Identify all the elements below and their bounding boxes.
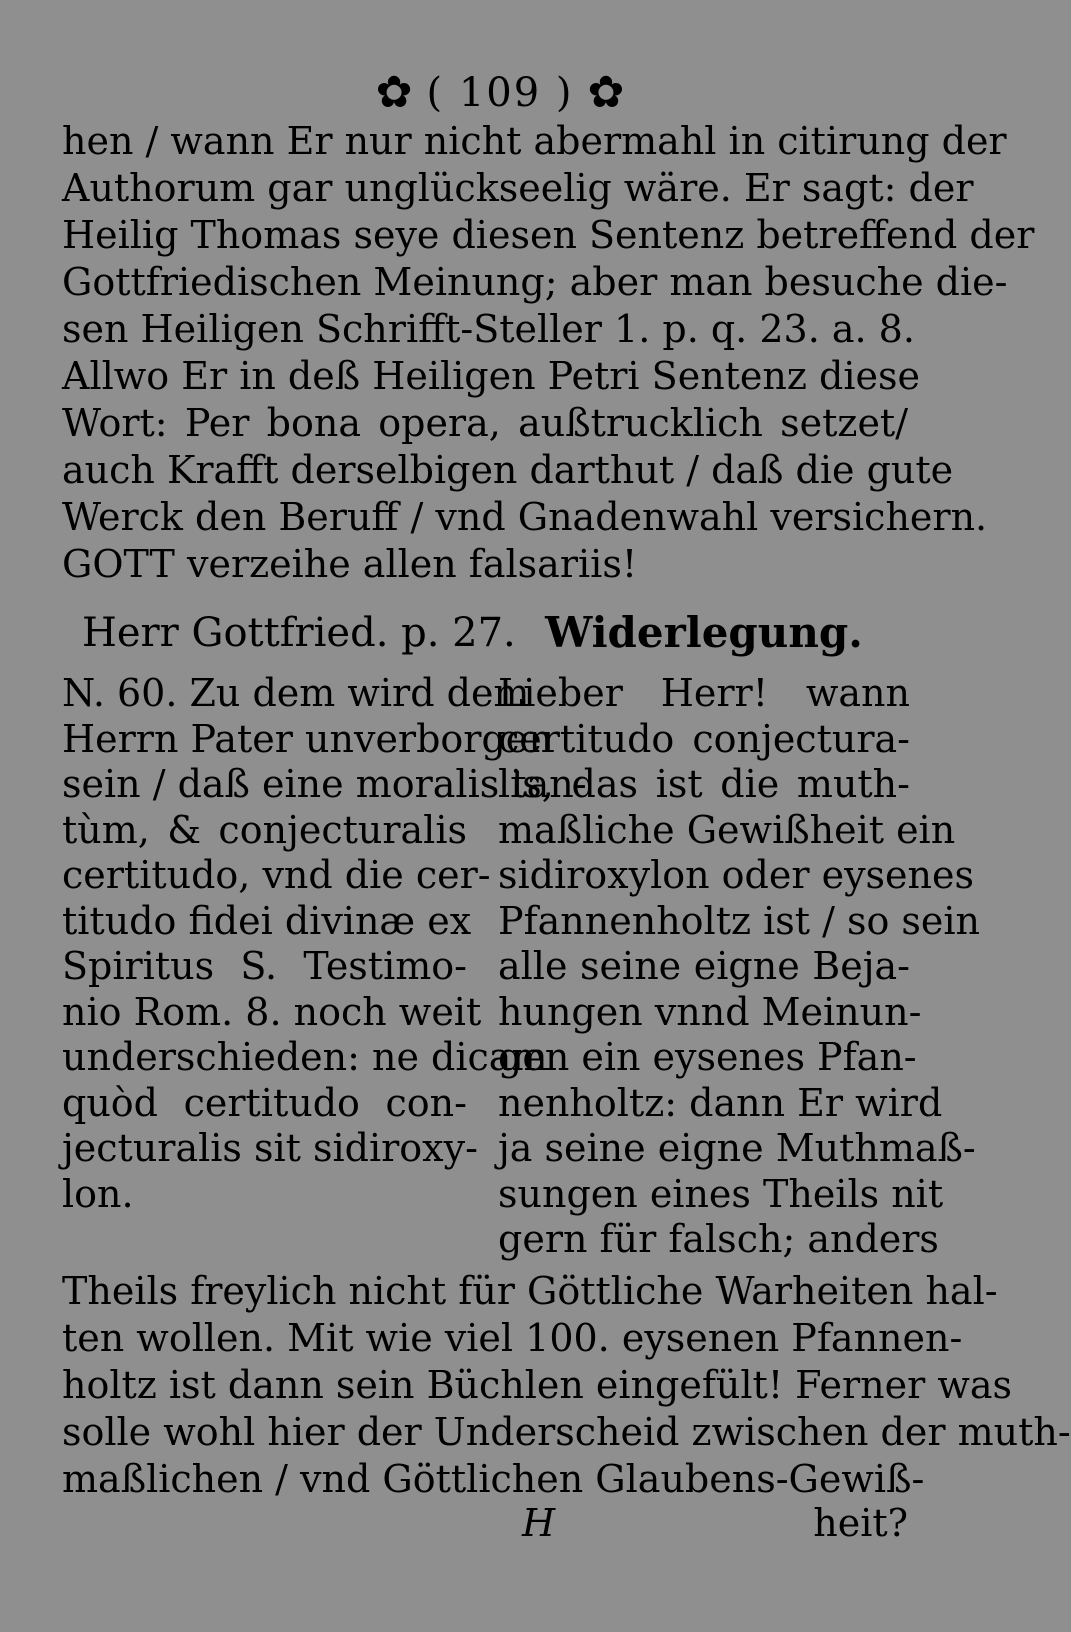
text-line: Herrn Pater unverborgen	[62, 716, 553, 761]
text-line: maßlichen / vnd Göttlichen Glaubens-Gewiß-	[62, 1457, 925, 1501]
text-line: Spiritus S. Testimo-	[62, 944, 467, 988]
left-column-heading: Herr Gottfried. p. 27.	[82, 610, 516, 656]
signature-mark: H	[522, 1501, 556, 1545]
text-line: ten wollen. Mit wie viel 100. eysenen Pfannen-	[62, 1316, 963, 1360]
text-line: gen ein eysenes Pfan-	[498, 1035, 917, 1079]
text-line: hen / wann Er nur nicht abermahl in citirung der	[62, 119, 1007, 163]
text-line: GOTT verzeihe allen falsariis!	[62, 542, 638, 586]
page-number: ( 109 )	[426, 70, 574, 116]
text-line: nenholtz: dann Er wird	[498, 1080, 943, 1125]
text-line: nio Rom. 8. noch weit	[62, 989, 482, 1034]
right-column-heading: Widerlegung.	[545, 608, 863, 657]
text-line: auch Krafft derselbigen darthut / daß die gute	[62, 448, 954, 492]
left-column-quote	[62, 607, 587, 1217]
right-column-rebuttal	[498, 607, 981, 1263]
text-line: sungen eines Theils nit	[498, 1171, 944, 1216]
text-line: lon.	[62, 1171, 134, 1216]
text-line: Authorum gar unglückseelig wäre. Er sagt: der	[62, 166, 974, 210]
text-line: Gottfriedischen Meinung; aber man besuche die-	[62, 260, 1008, 304]
page-footer	[62, 1498, 908, 1548]
text-line: tùm, & conjecturalis	[62, 807, 467, 852]
text-line: solle wohl hier der Underscheid zwischen der muth-	[62, 1410, 1071, 1454]
text-line: holtz ist dann sein Büchlen eingefült! Ferner was	[62, 1363, 1012, 1407]
text-line: certitudo conjectura-	[498, 716, 910, 761]
text-line: alle seine eigne Beja-	[498, 944, 910, 988]
text-line: lis, das ist die muth-	[498, 762, 910, 806]
text-line: Werck den Beruff / vnd Gnadenwahl versichern.	[62, 495, 988, 539]
text-line: Pfannenholtz ist / so sein	[498, 898, 981, 943]
page-header	[0, 62, 1000, 121]
text-line: sein / daß eine moralis tan-	[62, 762, 587, 806]
text-line: Theils freylich nicht für Göttliche Warheiten hal-	[62, 1269, 998, 1313]
text-line: N. 60. Zu dem wird dem	[62, 671, 530, 715]
text-line: certitudo, vnd die cer-	[62, 853, 491, 897]
ornament-right-icon: ✿	[587, 67, 625, 118]
text-line: titudo fidei divinæ ex	[62, 898, 472, 943]
bottom-paragraph	[62, 1268, 1071, 1503]
text-line: underschieden: ne dicam	[62, 1035, 548, 1079]
ornament-left-icon: ✿	[375, 67, 413, 118]
text-line: jecturalis sit sidiroxy-	[62, 1126, 478, 1170]
text-line: sen Heiligen Schrifft-Steller 1. p. q. 23. a. 8.	[62, 307, 915, 351]
text-line: ja seine eigne Muthmaß-	[498, 1126, 976, 1170]
text-line: hungen vnnd Meinun-	[498, 989, 922, 1034]
text-line: gern für falsch; anders	[498, 1217, 939, 1261]
text-line: Lieber Herr! wann	[498, 671, 910, 715]
top-paragraph	[62, 118, 1035, 588]
text-line: Allwo Er in deß Heiligen Petri Sentenz diese	[62, 354, 920, 398]
text-line: Heilig Thomas seye diesen Sentenz betreffend der	[62, 213, 1035, 257]
text-line: quòd certitudo con-	[62, 1080, 467, 1125]
text-line: sidiroxylon oder eysenes	[498, 853, 975, 897]
catchword: heit?	[813, 1501, 908, 1545]
text-line: Wort: Per bona opera, außtrucklich setzet/	[62, 401, 908, 445]
text-line: maßliche Gewißheit ein	[498, 807, 956, 852]
